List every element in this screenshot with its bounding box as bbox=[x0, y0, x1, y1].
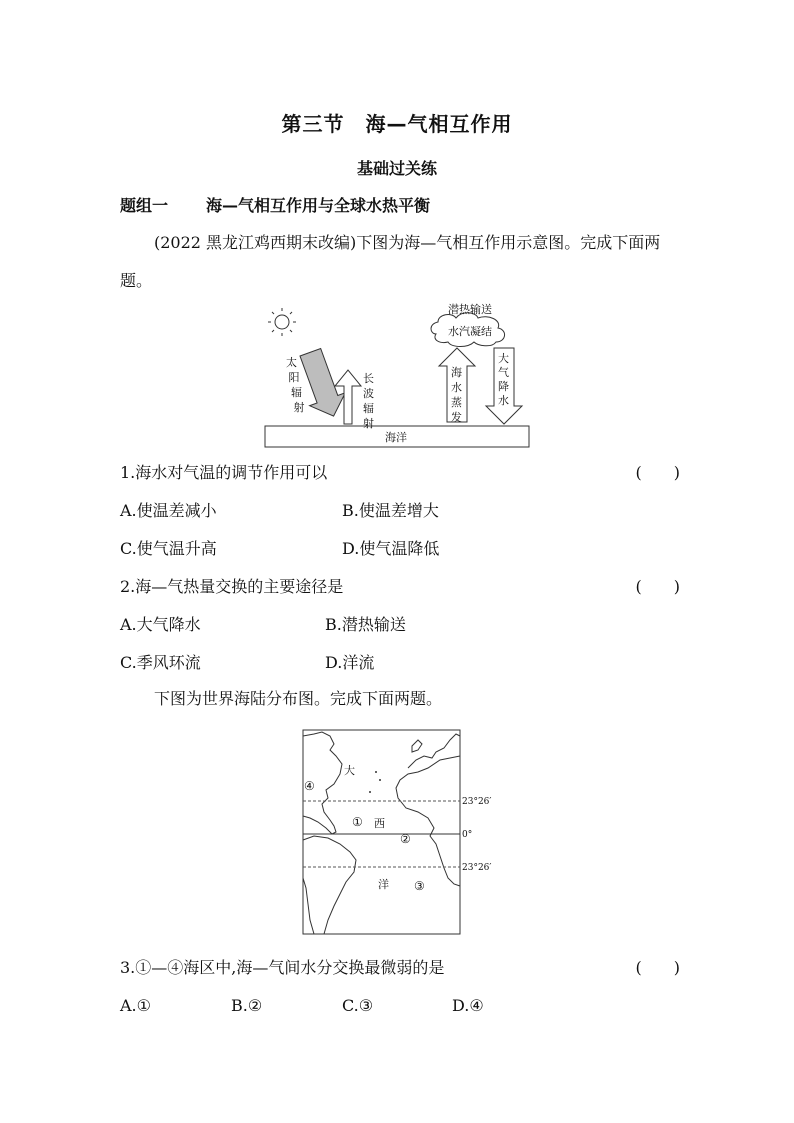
island-dot bbox=[375, 771, 377, 773]
group-title: 海—气相互作用与全球水热平衡 bbox=[206, 196, 431, 215]
solar-radiation-label: 太阳辐射 bbox=[286, 356, 305, 414]
lat-label-south: 23°26′ bbox=[462, 863, 492, 873]
question-1 bbox=[120, 461, 680, 485]
lat-label-north: 23°26′ bbox=[462, 797, 492, 807]
precipitation-label: 大气降水 bbox=[498, 352, 509, 407]
lat-label-equator: 0° bbox=[462, 830, 473, 840]
q2-option-b[interactable]: B.潜热输送 bbox=[325, 615, 406, 634]
q3-option-a[interactable]: A.① bbox=[120, 996, 151, 1015]
marker-4: ④ bbox=[304, 779, 315, 793]
intro-paragraph-2: 下图为世界海陆分布图。完成下面两题。 bbox=[154, 689, 443, 708]
question-3-stem: 3.①—④海区中,海—气间水分交换最微弱的是 bbox=[120, 958, 445, 977]
map-frame bbox=[303, 730, 460, 934]
island-dot bbox=[369, 791, 371, 793]
q3-option-b[interactable]: B.② bbox=[231, 996, 263, 1015]
q2-option-d[interactable]: D.洋流 bbox=[325, 653, 375, 672]
marker-1: ① bbox=[352, 815, 363, 829]
q3-option-c[interactable]: C.③ bbox=[342, 996, 374, 1015]
q1-option-a[interactable]: A.使温差减小 bbox=[120, 501, 217, 520]
q1-option-c[interactable]: C.使气温升高 bbox=[120, 539, 217, 558]
evaporation-label: 海水蒸发 bbox=[451, 366, 462, 424]
question-2-stem: 2.海—气热量交换的主要途径是 bbox=[120, 577, 344, 596]
ocean-char-da: 大 bbox=[344, 764, 355, 777]
q1-option-d[interactable]: D.使气温降低 bbox=[342, 539, 440, 558]
question-1-answer-blank[interactable]: ( ) bbox=[635, 463, 680, 482]
latent-heat-label: 潜热输送 bbox=[448, 303, 492, 316]
q1-option-b[interactable]: B.使温差增大 bbox=[342, 501, 439, 520]
ocean-label: 海洋 bbox=[385, 431, 407, 444]
question-group-heading bbox=[120, 193, 430, 216]
atlantic-map-figure bbox=[300, 728, 500, 938]
question-1-stem: 1.海水对气温的调节作用可以 bbox=[120, 463, 328, 482]
island-dot bbox=[379, 779, 381, 781]
question-3-answer-blank[interactable]: ( ) bbox=[635, 958, 680, 977]
sun-icon bbox=[268, 308, 296, 336]
ocean-char-yang: 洋 bbox=[378, 878, 389, 891]
q2-option-a[interactable]: A.大气降水 bbox=[120, 615, 201, 634]
q2-option-c[interactable]: C.季风环流 bbox=[120, 653, 201, 672]
group-label: 题组一 bbox=[120, 196, 169, 215]
ocean-char-xi: 西 bbox=[374, 817, 385, 830]
marker-3: ③ bbox=[414, 879, 425, 893]
air-sea-interaction-figure bbox=[262, 300, 534, 452]
q3-option-d[interactable]: D.④ bbox=[452, 996, 484, 1015]
marker-2: ② bbox=[400, 832, 411, 846]
intro-paragraph-1: (2022 黑龙江鸡西期末改编)下图为海—气相互作用示意图。完成下面两题。 bbox=[120, 233, 661, 290]
section-subtitle: 基础过关练 bbox=[356, 159, 437, 178]
condensation-label: 水汽凝结 bbox=[448, 325, 492, 338]
longwave-radiation-label: 长波辐射 bbox=[363, 372, 374, 430]
page-title: 第三节 海—气相互作用 bbox=[281, 112, 513, 136]
question-3 bbox=[120, 956, 680, 980]
question-2-answer-blank[interactable]: ( ) bbox=[635, 577, 680, 596]
question-2 bbox=[120, 575, 680, 599]
